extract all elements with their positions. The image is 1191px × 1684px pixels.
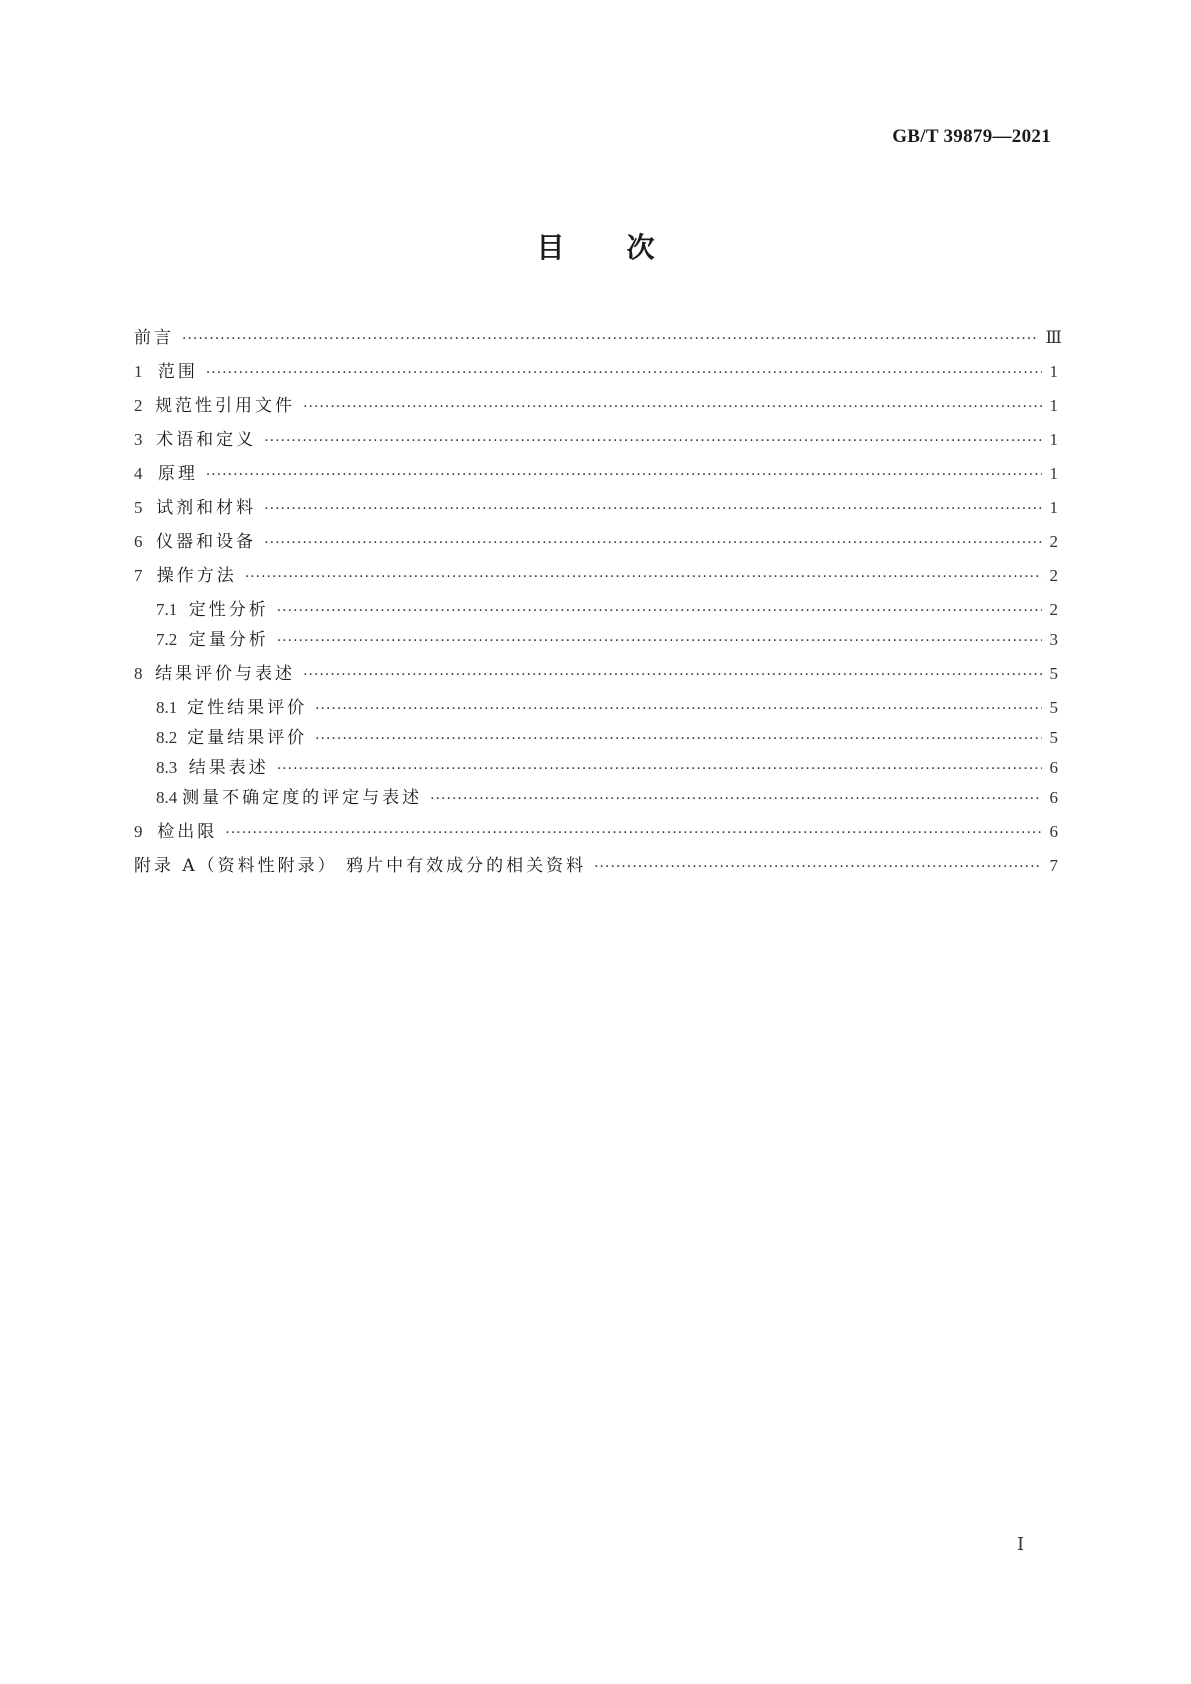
toc-entry-label: 仪器和设备	[156, 532, 257, 552]
toc-entry-page: Ⅲ	[1045, 328, 1062, 347]
toc-entry-number: 7	[134, 566, 143, 585]
toc-leader-dots	[206, 463, 1042, 487]
toc-entry-2[interactable]	[134, 394, 1058, 418]
toc-entry-number: 7.2	[156, 630, 178, 649]
toc-leader-dots	[303, 663, 1042, 687]
toc-entry-foreword[interactable]	[134, 326, 1062, 350]
toc-entry-page: 5	[1049, 664, 1058, 683]
toc-leader-dots	[430, 787, 1042, 811]
toc-entry-number: 3	[134, 430, 143, 449]
toc-leader-dots	[303, 395, 1042, 419]
toc-entry-label: 检出限	[157, 822, 218, 842]
toc-leader-dots	[264, 497, 1042, 521]
toc-leader-dots	[206, 361, 1042, 385]
toc-leader-dots	[264, 429, 1042, 453]
toc-entry-number: 7.1	[156, 600, 178, 619]
toc-entry-label: 测量不确定度的评定与表述	[182, 788, 423, 808]
toc-leader-dots	[315, 697, 1042, 721]
page-number: Ⅰ	[1017, 1534, 1025, 1554]
toc-entry-label: 定量分析	[188, 630, 269, 650]
toc-entry-page: 2	[1049, 566, 1058, 585]
toc-entry-page: 6	[1049, 822, 1058, 841]
toc-entry-page: 6	[1049, 758, 1058, 777]
standard-code: GB/T 39879—2021	[892, 126, 1051, 147]
toc-leader-dots	[277, 599, 1042, 623]
toc-entry-8-1[interactable]	[156, 696, 1058, 720]
toc-entry-8-2[interactable]	[156, 726, 1058, 750]
toc-entry-6[interactable]	[134, 530, 1058, 554]
toc-leader-dots	[277, 629, 1042, 653]
toc-leader-dots	[594, 855, 1042, 879]
toc-entry-label: 规范性引用文件	[155, 396, 296, 416]
toc-entry-label: 定量结果评价	[187, 728, 308, 748]
toc-entry-8-3[interactable]	[156, 756, 1058, 780]
toc-entry-page: 3	[1049, 630, 1058, 649]
toc-entry-number: 8.2	[156, 728, 178, 747]
toc-entry-number: 6	[134, 532, 143, 551]
toc-entry-7[interactable]	[134, 564, 1058, 588]
toc-entry-number: 8.1	[156, 698, 178, 717]
toc-entry-3[interactable]	[134, 428, 1058, 452]
toc-entry-7-2[interactable]	[156, 628, 1058, 652]
toc-entry-page: 2	[1049, 600, 1058, 619]
toc-leader-dots	[315, 727, 1042, 751]
toc-entry-page: 1	[1049, 464, 1058, 483]
toc-entry-page: 6	[1049, 788, 1058, 807]
toc-entry-4[interactable]	[134, 462, 1058, 486]
toc-entry-8[interactable]	[134, 662, 1058, 686]
toc-leader-dots	[225, 821, 1042, 845]
toc-entry-page: 5	[1049, 728, 1058, 747]
toc-entry-label: 定性分析	[188, 600, 269, 620]
toc-entry-number: 8.3	[156, 758, 178, 777]
toc-entry-page: 7	[1049, 856, 1058, 875]
toc-entry-1[interactable]	[134, 360, 1058, 384]
toc-entry-5[interactable]	[134, 496, 1058, 520]
toc-entry-number: 8.4	[156, 788, 178, 807]
toc-leader-dots	[277, 757, 1042, 781]
toc-entry-page: 1	[1049, 498, 1058, 517]
toc-entry-9[interactable]	[134, 820, 1058, 844]
toc-entry-appendix-a[interactable]	[134, 854, 1058, 878]
toc-entry-page: 1	[1049, 396, 1058, 415]
toc-entry-label: 原理	[157, 464, 198, 484]
toc-entry-label: 试剂和材料	[156, 498, 257, 518]
toc-entry-label: 结果评价与表述	[155, 664, 296, 684]
toc-leader-dots	[182, 327, 1039, 351]
toc-entry-label: 前言	[134, 328, 174, 348]
toc-entry-page: 5	[1049, 698, 1058, 717]
toc-entry-8-4[interactable]	[156, 786, 1058, 810]
toc-entry-number: 2	[134, 396, 143, 415]
toc-entry-number: 9	[134, 822, 143, 841]
toc-leader-dots	[245, 565, 1042, 589]
toc-entry-label: 术语和定义	[156, 430, 257, 450]
toc-title: 目次	[536, 231, 717, 264]
toc-entry-label: 结果表述	[188, 758, 269, 778]
toc-entry-page: 1	[1049, 362, 1058, 381]
toc-leader-dots	[264, 531, 1042, 555]
toc-entry-label: 操作方法	[156, 566, 237, 586]
toc-entry-page: 2	[1049, 532, 1058, 551]
toc-entry-number: 1	[134, 362, 143, 381]
toc-entry-label: 附录 A（资料性附录） 鸦片中有效成分的相关资料	[134, 856, 587, 876]
toc-entry-label: 定性结果评价	[187, 698, 308, 718]
toc-entry-number: 8	[134, 664, 143, 683]
toc-entry-7-1[interactable]	[156, 598, 1058, 622]
toc-entry-label: 范围	[157, 362, 198, 382]
toc-entry-page: 1	[1049, 430, 1058, 449]
toc-entry-number: 5	[134, 498, 143, 517]
toc-entry-number: 4	[134, 464, 143, 483]
